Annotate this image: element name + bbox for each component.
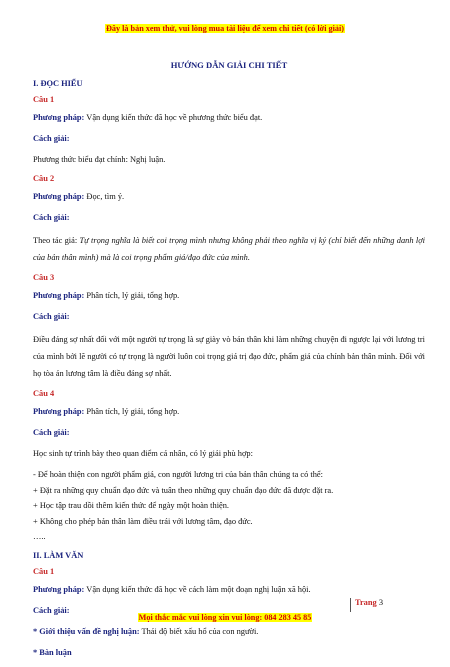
question-4-point: + Đặt ra những quy chuẩn đạo đức và tuân theo những quy chuẩn đạo đức đã được đặt ra. bbox=[33, 485, 334, 495]
question-4-point: - Để hoàn thiện con người phẩm giá, con người lương tri của bản thân chúng ta có thể: bbox=[33, 470, 323, 479]
method-text: Phân tích, lý giải, tổng hợp. bbox=[86, 407, 180, 416]
question-4-ellipsis: ….. bbox=[33, 532, 46, 541]
page-number-value: 3 bbox=[378, 598, 383, 607]
answer-quote: Tự trọng nghĩa là biết coi trọng mình nhưng không phải theo nghĩa vị kỷ (chỉ biết đến những danh lợi của bản thân mình) mà là coi trọng phẩm giá/đạo đức của mình. bbox=[33, 236, 425, 262]
preview-banner-text: Đây là bản xem thử, vui lòng mua tài liệu để xem chi tiết (có lời giải) bbox=[105, 24, 344, 33]
answer-prefix: Theo tác giả: bbox=[33, 236, 80, 245]
page-label: Trang bbox=[355, 598, 377, 607]
question-2-answer bbox=[33, 232, 425, 266]
method-text: Vận dụng kiến thức đã học về cách làm một đoạn nghị luận xã hội. bbox=[86, 585, 311, 594]
page-number bbox=[350, 598, 383, 612]
question-4-point: + Không cho phép bản thân làm điều trái với lương tâm, đạo đức. bbox=[33, 516, 253, 526]
writing-discussion-label: * Bàn luận bbox=[33, 648, 72, 657]
method-label: Phương pháp: bbox=[33, 407, 85, 416]
question-3-method bbox=[33, 289, 425, 303]
method-text: Vận dụng kiến thức đã học về phương thức biểu đạt. bbox=[86, 113, 263, 122]
contact-banner bbox=[0, 613, 450, 622]
question-4-method bbox=[33, 405, 425, 419]
method-label: Phương pháp: bbox=[33, 585, 85, 594]
page-title: HƯỚNG DẪN GIẢI CHI TIẾT bbox=[170, 60, 288, 70]
method-text: Đọc, tìm ý. bbox=[86, 192, 125, 201]
question-4-title: Câu 4 bbox=[33, 389, 55, 398]
method-label: Phương pháp: bbox=[33, 291, 85, 300]
writing-question-1-title: Câu 1 bbox=[33, 567, 55, 576]
document-body bbox=[33, 60, 425, 667]
question-4-point: + Học tập trau dồi thêm kiến thức để ngày một hoàn thiện. bbox=[33, 501, 230, 510]
question-1-answer: Phương thức biểu đạt chính: Nghị luận. bbox=[33, 155, 166, 164]
question-1-title: Câu 1 bbox=[33, 95, 55, 104]
question-3-answer: Điều đáng sợ nhất đối với một người tự trọng là sự giày vò bản thân khi làm những chuyện đi ngược lại với lương tri của mình bởi lẽ người có tự trọng là người luôn coi trọng giá trị đạo đức, phẩm giá của chính bản thân mình. Đối với họ tòa án lương tâm là điều đáng sợ nhất. bbox=[33, 335, 425, 378]
section-writing: II. LÀM VĂN bbox=[33, 551, 84, 560]
question-2-method bbox=[33, 190, 425, 204]
question-1-method bbox=[33, 111, 425, 125]
solution-label: Cách giải: bbox=[33, 312, 70, 321]
method-label: Phương pháp: bbox=[33, 113, 85, 122]
method-label: Phương pháp: bbox=[33, 192, 85, 201]
contact-banner-text: Mọi thắc mắc vui lòng xin vui lòng: 084 283 45 85 bbox=[138, 613, 312, 622]
solution-label: Cách giải: bbox=[33, 213, 70, 222]
writing-intro-text: Thái độ biết xấu hổ của con người. bbox=[139, 627, 259, 636]
question-3-title: Câu 3 bbox=[33, 273, 55, 282]
solution-label: Cách giải: bbox=[33, 428, 70, 437]
section-reading: I. ĐỌC HIỂU bbox=[33, 79, 83, 88]
solution-label: Cách giải: bbox=[33, 606, 70, 615]
writing-intro-label: * Giới thiệu vấn đề nghị luận: bbox=[33, 627, 140, 636]
writing-question-1-method bbox=[33, 583, 425, 597]
solution-label: Cách giải: bbox=[33, 134, 70, 143]
question-2-title: Câu 2 bbox=[33, 174, 55, 183]
method-text: Phân tích, lý giải, tổng hợp. bbox=[86, 291, 180, 300]
preview-banner bbox=[0, 24, 450, 33]
question-4-intro: Học sinh tự trình bày theo quan điểm cá nhân, có lý giải phù hợp: bbox=[33, 449, 253, 458]
